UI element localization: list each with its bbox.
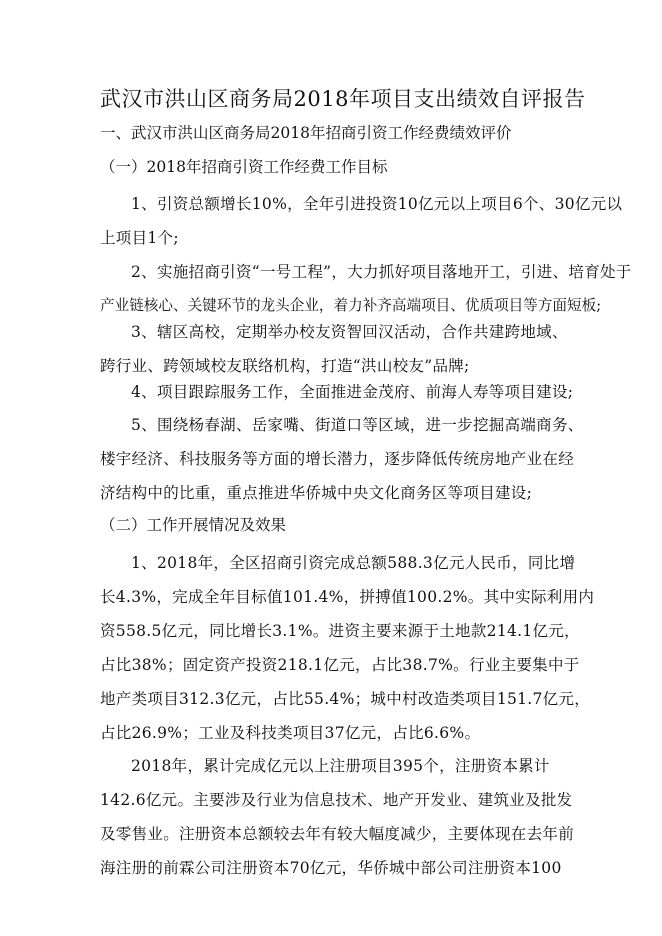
paragraph-line: 占比38%；固定资产投资218.1亿元，占比38.7%。行业主要集中于 bbox=[100, 656, 580, 674]
paragraph-line: 3、辖区高校，定期举办校友资智回汉活动，合作共建跨地域、 bbox=[131, 323, 568, 341]
goal-paragraph-5 bbox=[100, 408, 584, 510]
paragraph-line: 及零售业。注册资本总额较去年有较大幅度减少，主要体现在去年前 bbox=[100, 825, 575, 843]
section-heading-1: 一、武汉市洪山区商务局2018年招商引资工作经费绩效评价 bbox=[100, 124, 512, 142]
subsection-heading-goals: （一）2018年招商引资工作经费工作目标 bbox=[100, 158, 388, 176]
paragraph-line: 2018年，累计完成亿元以上注册项目395个，注册资本累计 bbox=[131, 757, 550, 775]
paragraph-line: 跨行业、跨领域校友联络机构，打造“洪山校友”品牌; bbox=[100, 357, 470, 375]
paragraph-line: 2、实施招商引资“一号工程”，大力抓好项目落地开工，引进、培育处于 bbox=[131, 263, 632, 281]
goal-paragraph-2 bbox=[100, 255, 632, 323]
paragraph-line: 1、2018年，全区招商引资完成总额588.3亿元人民币，同比增 bbox=[131, 554, 576, 572]
document-title: 武汉市洪山区商务局2018年项目支出绩效自评报告 bbox=[100, 87, 586, 111]
goal-paragraph-1 bbox=[100, 187, 623, 255]
paragraph-line: 142.6亿元。主要涉及行业为信息技术、地产开发业、建筑业及批发 bbox=[100, 791, 573, 809]
paragraph-line: 产业链核心、关键环节的龙头企业，着力补齐高端项目、优质项目等方面短板; bbox=[100, 297, 602, 314]
paragraph-line: 资558.5亿元，同比增长3.1%。进资主要来源于土地款214.1亿元， bbox=[100, 622, 580, 640]
paragraph-line: 海注册的前霖公司注册资本70亿元，华侨城中部公司注册资本100 bbox=[100, 859, 562, 877]
result-paragraph-2 bbox=[100, 749, 575, 885]
result-paragraph-1 bbox=[100, 546, 595, 750]
paragraph-line: 地产类项目312.3亿元，占比55.4%；城中村改造类项目151.7亿元， bbox=[100, 690, 591, 708]
paragraph-line: 占比26.9%；工业及科技类项目37亿元，占比6.6%。 bbox=[100, 724, 481, 742]
goal-paragraph-3 bbox=[100, 315, 568, 383]
paragraph-line: 楼宇经济、科技服务等方面的增长潜力，逐步降低传统房地产业在经 bbox=[100, 450, 575, 468]
paragraph-line: 4、项目跟踪服务工作，全面推进金茂府、前海人寿等项目建设; bbox=[131, 383, 574, 401]
paragraph-line: 1、引资总额增长10%，全年引进投资10亿元以上项目6个、30亿元以 bbox=[131, 195, 623, 213]
paragraph-line: 长4.3%，完成全年目标值101.4%，拼搏值100.2%。其中实际利用内 bbox=[100, 588, 595, 606]
paragraph-line: 济结构中的比重，重点推进华侨城中央文化商务区等项目建设; bbox=[100, 484, 533, 502]
goal-paragraph-4 bbox=[100, 375, 574, 409]
paragraph-line: 5、围绕杨春湖、岳家嘴、街道口等区域，进一步挖掘高端商务、 bbox=[131, 416, 584, 434]
subsection-heading-results: （二）工作开展情况及效果 bbox=[100, 516, 287, 534]
paragraph-line: 上项目1个; bbox=[100, 229, 179, 247]
